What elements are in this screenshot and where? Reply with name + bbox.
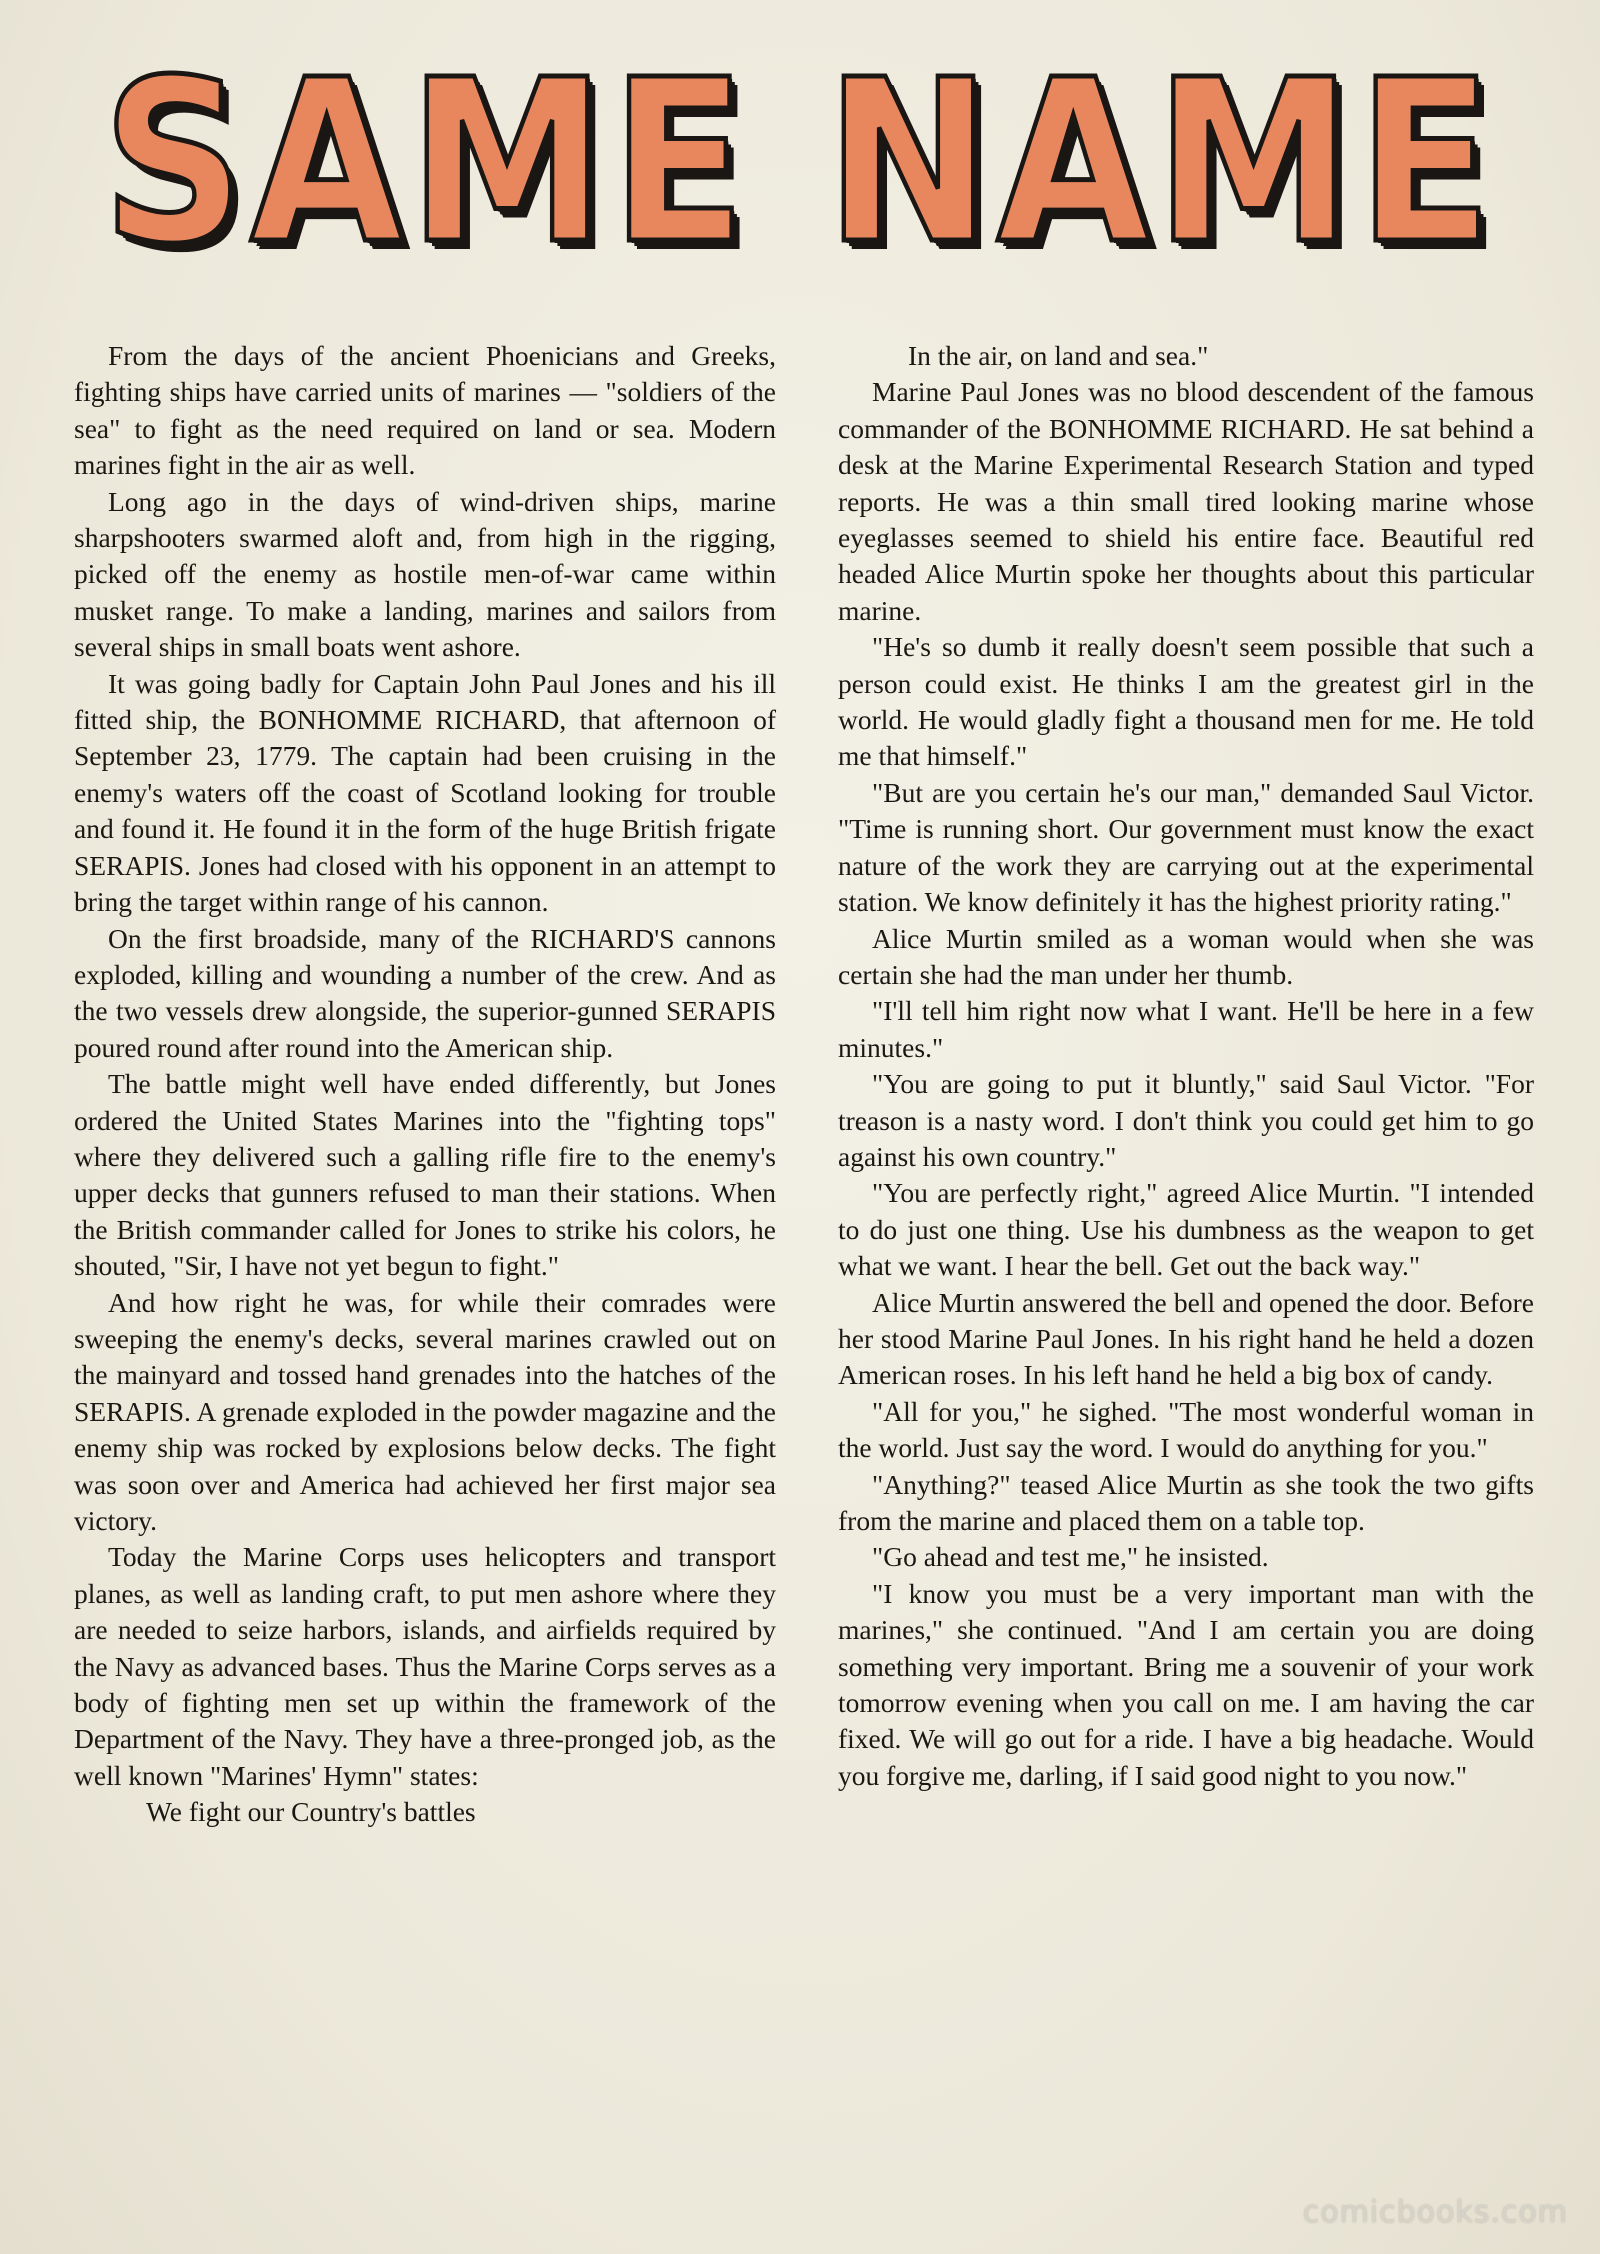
- paragraph: Alice Murtin answered the bell and opened the door. Before her stood Marine Paul Jones. In his right hand he held a dozen American roses. In his left hand he held a big box of candy.: [838, 1286, 1534, 1391]
- paragraph: Today the Marine Corps uses helicopters and transport planes, as well as landing craft, to put men ashore where they are needed to seize harbors, islands, and airfields required by the Navy as advanced bases. Thus the Marine Corps serves as a body of fighting men set up within the framework of the Department of the Navy. They have a three-pronged job, as the well known "Marines' Hymn" states:: [74, 1541, 776, 1791]
- paragraph: "All for you," he sighed. "The most wonderful woman in the world. Just say the word. I would do anything for you.": [838, 1395, 1534, 1464]
- paragraph: "I know you must be a very important man with the marines," she continued. "And I am certain you are doing something very important. Bring me a souvenir of your work tomorrow evening when you call on me. I am having the car fixed. We will go out for a ride. I have a big headache. Would you forgive me, darling, if I said good night to you now.": [838, 1577, 1534, 1791]
- left-text-column: [74, 338, 776, 1831]
- paragraph: "He's so dumb it really doesn't seem possible that such a person could exist. He thinks I am the greatest girl in the world. He would gladly fight a thousand men for me. He told me that himself.": [838, 631, 1534, 772]
- hymn-verse: We fight our Country's battles: [146, 1796, 476, 1828]
- hymn-verse: In the air, on land and sea.": [908, 340, 1209, 371]
- paragraph: "You are going to put it bluntly," said Saul Victor. "For treason is a nasty word. I don't think you could get him to go against his own country.": [838, 1068, 1534, 1172]
- paragraph: "Go ahead and test me," he insisted.: [872, 1541, 1269, 1573]
- paragraph: Alice Murtin smiled as a woman would when she was certain she had the man under her thumb.: [838, 922, 1534, 990]
- story-title: SAME NAME: [102, 32, 1498, 294]
- paragraph: "I'll tell him right now what I want. He'll be here in a few minutes.": [838, 995, 1534, 1063]
- right-text-column: [838, 338, 1534, 1794]
- paragraph: From the days of the ancient Phoenicians and Greeks, fighting ships have carried units of marines — "soldiers of the sea" to fight as the need required on land or sea. Modern marines fight in the air as well.: [74, 340, 776, 481]
- paragraph: And how right he was, for while their comrades were sweeping the enemy's decks, several marines crawled out on the mainyard and tossed hand grenades into the hatches of the SERAPIS. A grenade exploded in the powder magazine and the enemy ship was rocked by explosions below decks. The fight was soon over and America had achieved her first major sea victory.: [74, 1286, 776, 1536]
- paragraph: "You are perfectly right," agreed Alice Murtin. "I intended to do just one thing. Use his dumbness as the weapon to get what we want. I hear the bell. Get out the back way.": [838, 1177, 1534, 1282]
- paragraph: It was going badly for Captain John Paul Jones and his ill fitted ship, the BONHOMME RICHARD, that afternoon of September 23, 1779. The captain had been cruising in the enemy's waters off the coast of Scotland looking for trouble and found it. He found it in the form of the huge British frigate SERAPIS. Jones had closed with his opponent in an attempt to bring the target within range of his cannon.: [74, 667, 776, 918]
- paragraph: On the first broadside, many of the RICHARD'S cannons exploded, killing and wounding a number of the crew. And as the two vessels drew alongside, the superior-gunned SERAPIS poured round after round into the American ship.: [74, 922, 776, 1063]
- paragraph: "Anything?" teased Alice Murtin as she took the two gifts from the marine and placed them on a table top.: [838, 1468, 1534, 1536]
- site-watermark: comicbooks.com: [1302, 2195, 1568, 2230]
- paragraph: Marine Paul Jones was no blood descendent of the famous commander of the BONHOMME RICHARD. He sat behind a desk at the Marine Experimental Research Station and typed reports. He was a thin small tired looking marine whose eyeglasses seemed to shield his entire face. Beautiful red headed Alice Murtin spoke her thoughts about this particular marine.: [838, 376, 1534, 626]
- paragraph: The battle might well have ended differently, but Jones ordered the United States Marines into the "fighting tops" where they delivered such a galling rifle fire to the enemy's upper decks that gunners refused to man their stations. When the British commander called for Jones to strike his colors, he shouted, "Sir, I have not yet begun to fight.": [74, 1068, 776, 1282]
- paragraph: "But are you certain he's our man," demanded Saul Victor. "Time is running short. Our government must know the exact nature of the work they are carrying out at the experimental station. We know definitely it has the highest priority rating.": [838, 776, 1534, 918]
- title-banner: [0, 32, 1600, 294]
- paragraph: Long ago in the days of wind-driven ships, marine sharpshooters swarmed aloft and, from high in the rigging, picked off the enemy as hostile men-of-war came within musket range. To make a landing, marines and sailors from several ships in small boats went ashore.: [74, 485, 776, 663]
